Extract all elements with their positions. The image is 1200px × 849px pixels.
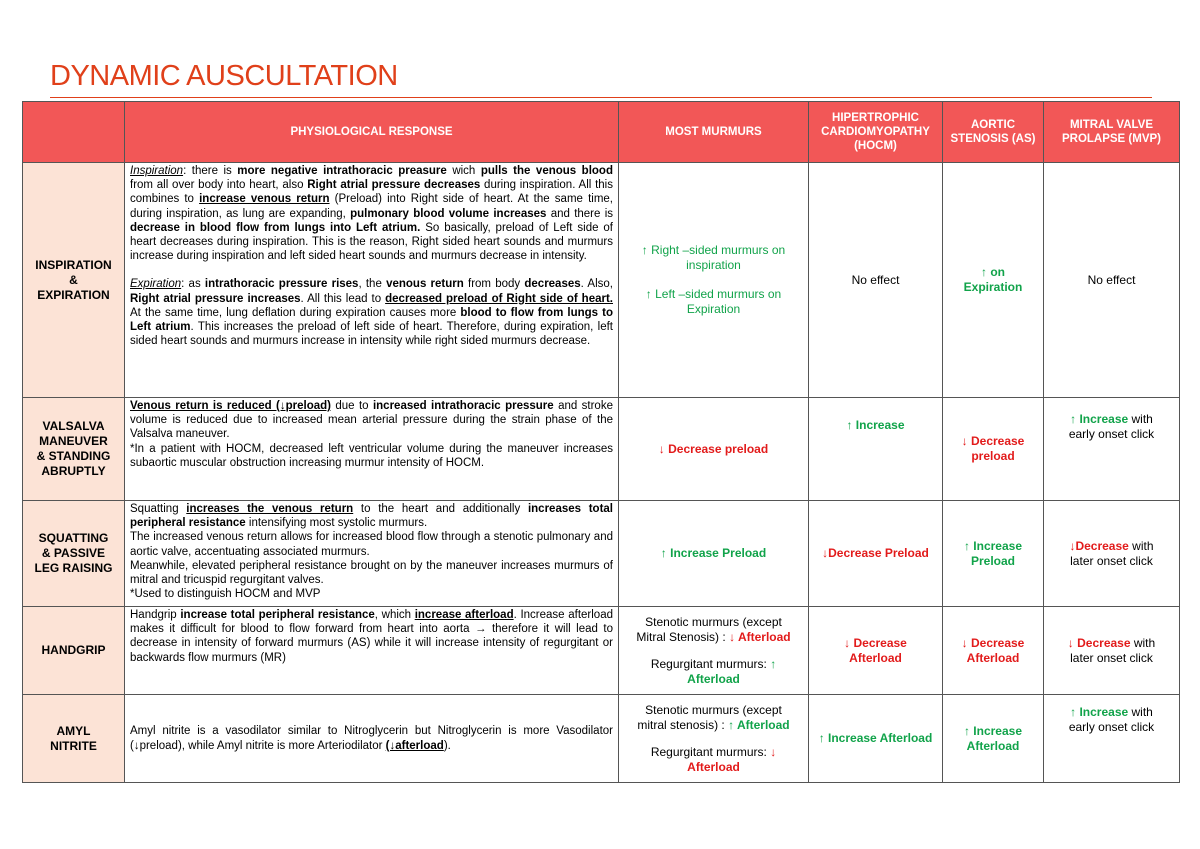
physiological-response-valsalva: Venous return is reduced (↓preload) due to increased intrathoracic pressure and stroke volume is reduced due to increased mean arterial pressure during the strain phase of the Valsalva maneuver. *In a patient with HOCM, decreased left ventricular volume during the maneuver increases subaortic muscular obstruction increasing murmur intensity of HOCM.: [125, 398, 619, 501]
most-murmurs-inspiration: ↑ Right –sided murmurs on inspiration ↑ Left –sided murmurs on Expiration: [619, 163, 809, 398]
title-underline: [50, 97, 1152, 98]
inspiration-paragraph: Inspiration: there is more negative intrathoracic preasure wich pulls the venous blood from all over body into heart, also Right atrial pressure decreases during inspiration. All this combines to increase venous return (Preload) into Right side of heart. At the same time, during inspiration, as lung are expanding, pulmonary blood volume increases and there is decrease in blood flow from lungs into Left atrium. So basically, preload of Left side of heart decreases during inspiration. This is the reason, Right sided heart sounds and murmurs increase during inspiration and left sided heart sounds and murmurs decrease in intensity.: [130, 165, 614, 263]
hocm-handgrip: ↓ Decrease Afterload: [809, 607, 943, 695]
mvp-amyl-nitrite: ↑ Increase with early onset click: [1044, 695, 1180, 783]
as-amyl-nitrite: ↑ Increase Afterload: [943, 695, 1044, 783]
as-inspiration: ↑ on Expiration: [943, 163, 1044, 398]
row-label-squatting: SQUATTING & PASSIVE LEG RAISING: [23, 501, 125, 607]
mvp-inspiration: No effect: [1044, 163, 1180, 398]
auscultation-table: [22, 101, 1180, 783]
most-murmurs-squatting: ↑ Increase Preload: [619, 501, 809, 607]
row-label-handgrip: HANDGRIP: [23, 607, 125, 695]
row-valsalva: [23, 398, 1180, 501]
mvp-valsalva: ↑ Increase with early onset click: [1044, 398, 1180, 501]
expiration-paragraph: Expiration: as intrathoracic pressure rises, the venous return from body decreases. Also, Right atrial pressure increases. All this lead to decreased preload of Right side of heart. At the same time, lung deflation during expiration causes more blood to flow from lungs to Left atrium. This increases the preload of left side of heart. Therefore, during expiration, left sided heart sounds and murmurs increase in intensity while right sided murmurs decrease.: [130, 278, 613, 348]
mvp-handgrip: ↓ Decrease with later onset click: [1044, 607, 1180, 695]
hocm-squatting: ↓Decrease Preload: [809, 501, 943, 607]
as-valsalva: ↓ Decrease preload: [943, 398, 1044, 501]
physiological-response-amyl-nitrite: Amyl nitrite is a vasodilator similar to Nitroglycerin but Nitroglycerin is more Vasodilator (↓preload), while Amyl nitrite is more Arteriodilator (↓afterload).: [125, 695, 619, 783]
most-murmurs-valsalva: ↓ Decrease preload: [619, 398, 809, 501]
hocm-inspiration: No effect: [809, 163, 943, 398]
row-handgrip: [23, 607, 1180, 695]
physiological-response-squatting: Squatting increases the venous return to the heart and additionally increases total peripheral resistance intensifying most systolic murmurs. The increased venous return allows for increased blood flow through a stenotic pulmonary and aortic valve, accentuating associated murmurs. Meanwhile, elevated peripheral resistance brought on by the maneuver increases murmurs of mitral and tricuspid regurgitant valves. *Used to distinguish HOCM and MVP: [125, 501, 619, 607]
header-hocm: HIPERTROPHIC CARDIOMYOPATHY (HOCM): [809, 102, 943, 163]
row-label-valsalva: VALSALVA MANEUVER & STANDING ABRUPTLY: [23, 398, 125, 501]
physiological-response-handgrip: Handgrip increase total peripheral resistance, which increase afterload. Increase afterload makes it difficult for blood to flow forward from heart into aorta → therefore it will lead to decrease in intensity of forward murmurs (AS) while it will increase intensity of regurgitant or backwards flow murmurs (MR): [125, 607, 619, 695]
row-amyl-nitrite: [23, 695, 1180, 783]
header-aortic-stenosis: AORTIC STENOSIS (AS): [943, 102, 1044, 163]
most-murmurs-handgrip: Stenotic murmurs (except Mitral Stenosis) : ↓ Afterload Regurgitant murmurs: ↑ Afterload: [619, 607, 809, 695]
row-squatting: [23, 501, 1180, 607]
as-squatting: ↑ Increase Preload: [943, 501, 1044, 607]
physiological-response-inspiration: [125, 163, 619, 398]
header-most-murmurs: MOST MURMURS: [619, 102, 809, 163]
header-blank: [23, 102, 125, 163]
mvp-squatting: ↓Decrease with later onset click: [1044, 501, 1180, 607]
page-title: DYNAMIC AUSCULTATION: [50, 60, 398, 92]
row-label-amyl-nitrite: AMYL NITRITE: [23, 695, 125, 783]
row-inspiration-expiration: [23, 163, 1180, 398]
header-row: [23, 102, 1180, 163]
hocm-amyl-nitrite: ↑ Increase Afterload: [809, 695, 943, 783]
hocm-valsalva: ↑ Increase: [809, 398, 943, 501]
header-mvp: MITRAL VALVE PROLAPSE (MVP): [1044, 102, 1180, 163]
as-handgrip: ↓ Decrease Afterload: [943, 607, 1044, 695]
row-label-inspiration: INSPIRATION & EXPIRATION: [23, 163, 125, 398]
most-murmurs-amyl-nitrite: Stenotic murmurs (except mitral stenosis) : ↑ Afterload Regurgitant murmurs: ↓ Afterload: [619, 695, 809, 783]
header-physiological-response: PHYSIOLOGICAL RESPONSE: [125, 102, 619, 163]
